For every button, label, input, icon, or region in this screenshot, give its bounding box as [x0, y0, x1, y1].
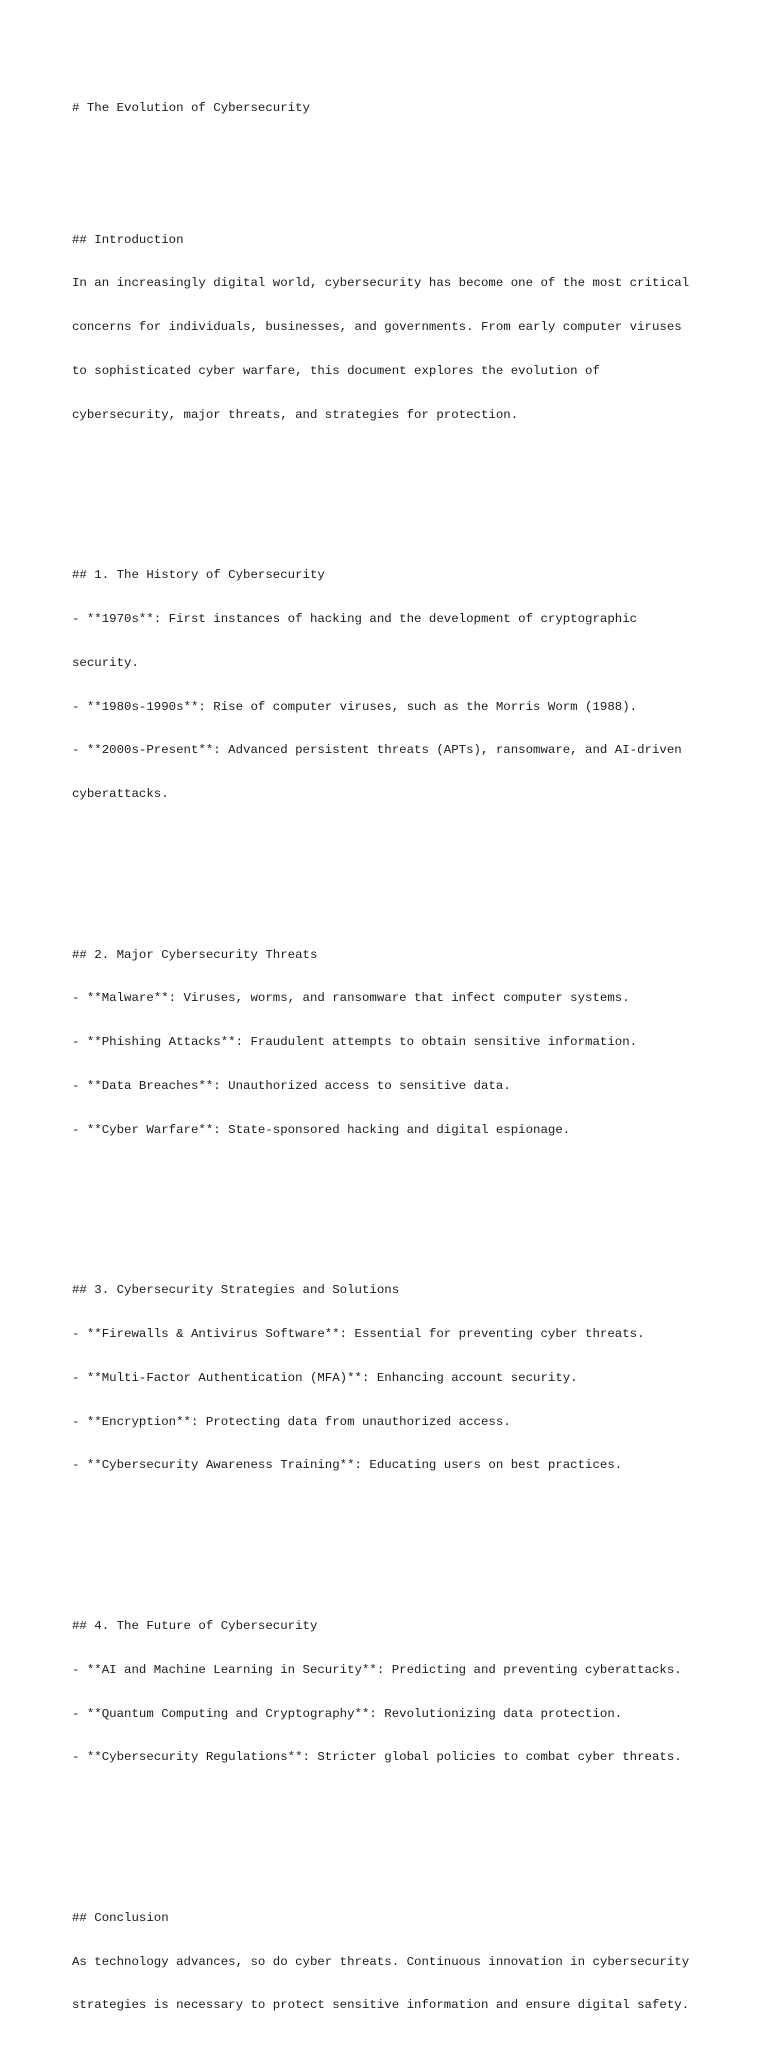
list-item: - **2000s-Present**: Advanced persistent threats (APTs), ransomware, and AI-driven: [72, 743, 682, 758]
paragraph-line: to sophisticated cyber warfare, this document explores the evolution of: [72, 363, 600, 378]
section-history: [72, 539, 712, 831]
document-page: [72, 72, 712, 2048]
list-item: - **Malware**: Viruses, worms, and ransomware that infect computer systems.: [72, 991, 630, 1006]
paragraph-line: concerns for individuals, businesses, and governments. From early computer viruses: [72, 320, 682, 335]
section-heading: ## Introduction: [72, 232, 184, 247]
spacer: [72, 481, 712, 496]
list-item: - **Cybersecurity Regulations**: Stricter global policies to combat cyber threats.: [72, 1750, 682, 1765]
spacer: [72, 1196, 712, 1211]
list-item-continuation: cyberattacks.: [72, 787, 169, 802]
section-heading: ## 4. The Future of Cybersecurity: [72, 1618, 318, 1633]
list-item: - **AI and Machine Learning in Security**: Predicting and preventing cyberattacks.: [72, 1662, 682, 1677]
list-item: - **Cybersecurity Awareness Training**: Educating users on best practices.: [72, 1458, 623, 1473]
list-item: - **Encryption**: Protecting data from unauthorized access.: [72, 1414, 511, 1429]
section-heading: ## 2. Major Cybersecurity Threats: [72, 947, 318, 962]
list-item: - **Data Breaches**: Unauthorized access to sensitive data.: [72, 1078, 511, 1093]
list-item-continuation: security.: [72, 655, 139, 670]
list-item: - **Multi-Factor Authentication (MFA)**: Enhancing account security.: [72, 1370, 578, 1385]
list-item: - **Phishing Attacks**: Fraudulent attempts to obtain sensitive information.: [72, 1035, 638, 1050]
list-item: - **1980s-1990s**: Rise of computer viruses, such as the Morris Worm (1988).: [72, 699, 638, 714]
spacer: [72, 1823, 712, 1838]
paragraph-line: strategies is necessary to protect sensitive information and ensure digital safety.: [72, 1998, 690, 2013]
list-item: - **Cyber Warfare**: State-sponsored hacking and digital espionage.: [72, 1122, 571, 1137]
paragraph-line: cybersecurity, major threats, and strategies for protection.: [72, 407, 519, 422]
document-title: # The Evolution of Cybersecurity: [72, 101, 310, 116]
spacer: [72, 860, 712, 875]
section-introduction: [72, 203, 712, 451]
section-future: [72, 1590, 712, 1794]
paragraph-line: In an increasingly digital world, cybersecurity has become one of the most critical: [72, 276, 690, 291]
paragraph-line: As technology advances, so do cyber threats. Continuous innovation in cybersecurity: [72, 1954, 690, 1969]
section-strategies: [72, 1254, 712, 1502]
section-heading: ## 3. Cybersecurity Strategies and Solutions: [72, 1283, 400, 1298]
list-item: - **Quantum Computing and Cryptography**: Revolutionizing data protection.: [72, 1706, 623, 1721]
list-item: - **Firewalls & Antivirus Software**: Essential for preventing cyber threats.: [72, 1327, 645, 1342]
list-item: - **1970s**: First instances of hacking and the development of cryptographic: [72, 611, 638, 626]
section-heading: ## 1. The History of Cybersecurity: [72, 568, 325, 583]
spacer: [72, 1531, 712, 1546]
spacer: [72, 145, 712, 160]
section-threats: [72, 918, 712, 1166]
section-heading: ## Conclusion: [72, 1910, 169, 1925]
section-conclusion: [72, 1882, 712, 2043]
